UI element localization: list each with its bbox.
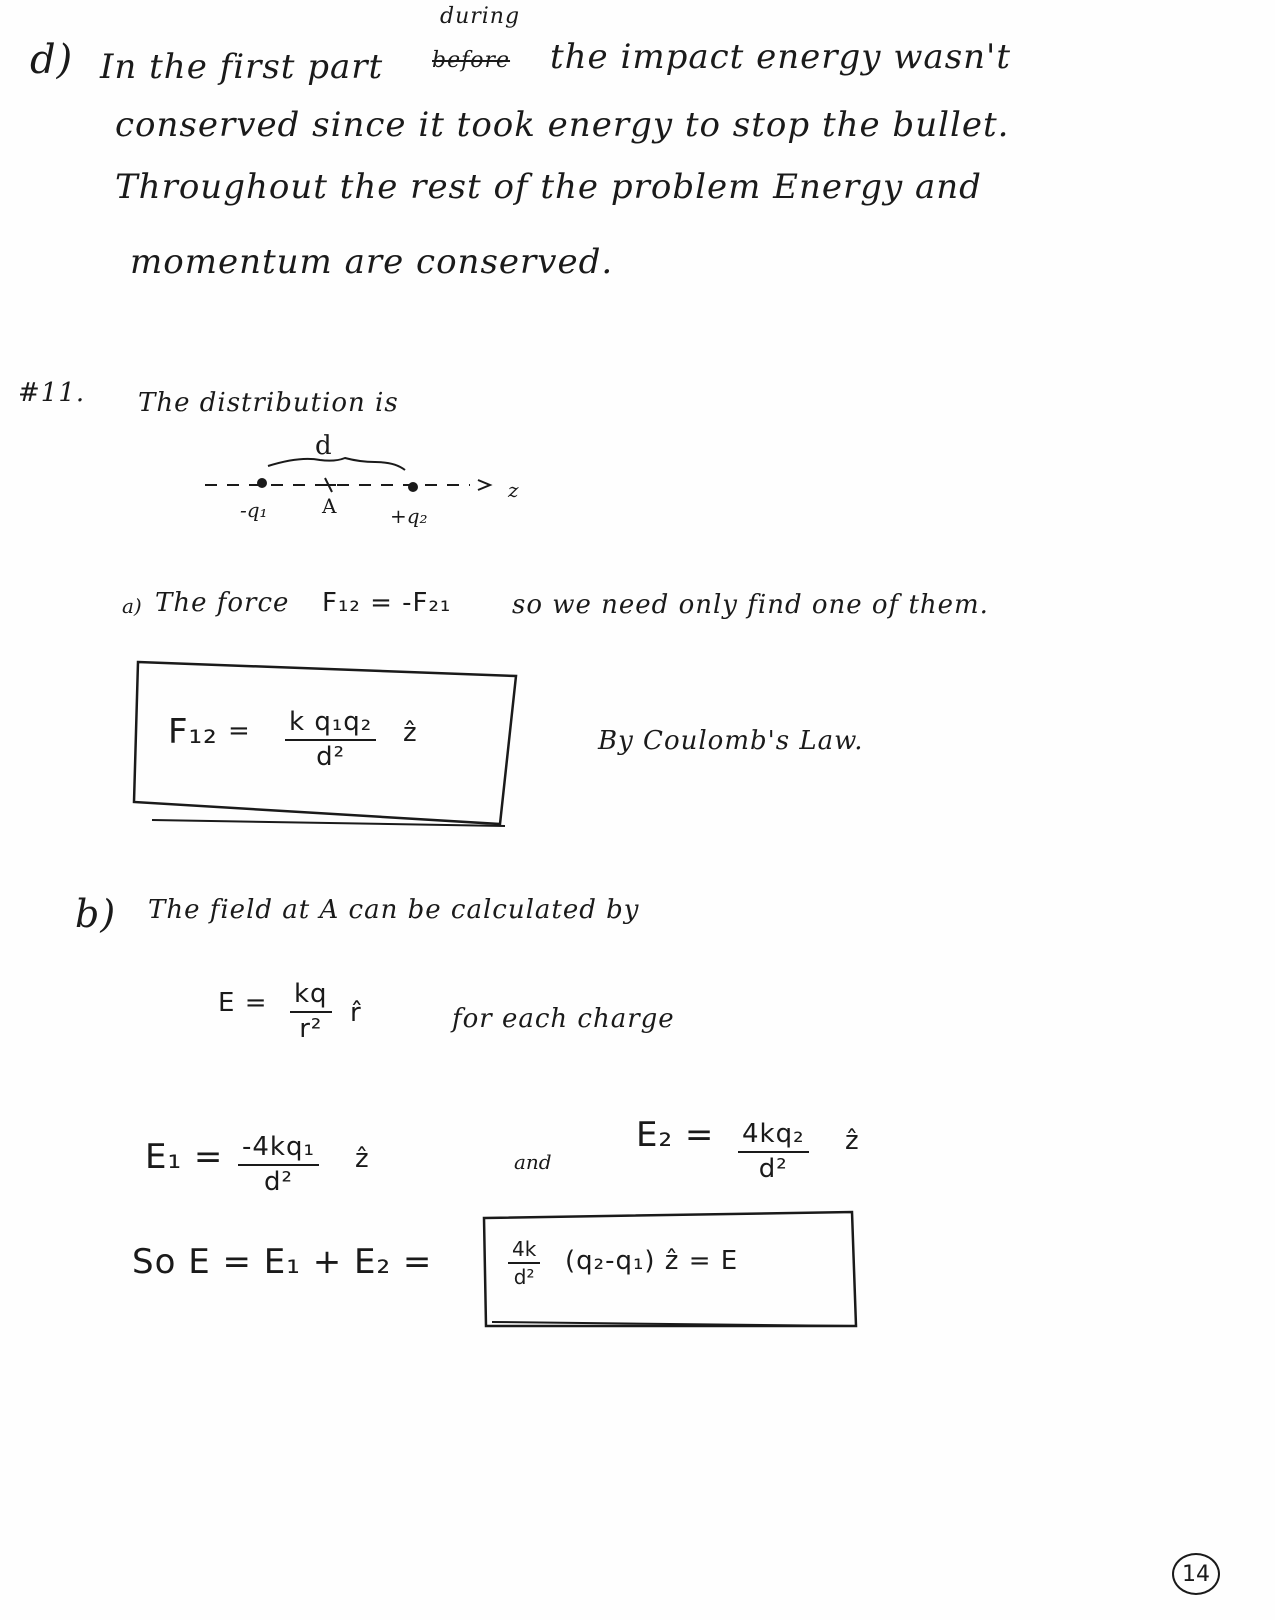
general-field-denominator: r² (299, 1013, 323, 1044)
e2-denominator: d² (758, 1153, 788, 1184)
inserted-word: during (440, 4, 521, 29)
part-a-text-after: so we need only find one of them. (512, 590, 989, 620)
charge-right-label: +q₂ (390, 504, 428, 528)
force-relation: F₁₂ = -F₂₁ (322, 588, 452, 618)
part-a-text-before: The force (155, 588, 290, 618)
general-field-lhs: E = (218, 988, 268, 1018)
e1-unit: ẑ (355, 1144, 370, 1174)
problem-intro: The distribution is (138, 388, 399, 418)
page-number: 14 (1182, 1561, 1210, 1587)
e1-lhs: E₁ = (145, 1137, 224, 1177)
point-a-label: A (322, 494, 337, 518)
part-d-line1-b: the impact energy wasn't (550, 37, 1012, 77)
axis-label: z (508, 478, 519, 502)
e2-unit: ẑ (845, 1126, 860, 1156)
distance-label: d (315, 431, 333, 461)
general-field-numerator: kq (290, 980, 332, 1013)
page-number-circle (1172, 1553, 1220, 1595)
part-b-intro: The field at A can be calculated by (148, 895, 640, 925)
coulomb-numerator: k q₁q₂ (285, 708, 376, 741)
part-a-label: a) (122, 594, 142, 618)
boxed-equals: = (228, 716, 251, 746)
part-d-line3: Throughout the rest of the problem Energy and (115, 167, 982, 207)
part-d-label: d) (30, 37, 74, 83)
e1-denominator: d² (263, 1166, 293, 1197)
part-b-label: b) (75, 892, 117, 936)
general-field-unit: r̂ (350, 998, 362, 1028)
coulomb-note: By Coulomb's Law. (598, 726, 864, 756)
part-d-line2: conserved since it took energy to stop the bullet. (115, 105, 1010, 145)
charge-left-label: -q₁ (240, 498, 268, 522)
boxed-unit-vector: ẑ (403, 718, 418, 748)
e1-numerator: -4kq₁ (238, 1133, 319, 1166)
struck-word: before (432, 48, 511, 73)
and-word: and (514, 1150, 552, 1174)
result-denominator: d² (513, 1265, 535, 1289)
general-field-note: for each charge (452, 1004, 675, 1034)
part-d-line4: momentum are conserved. (130, 242, 614, 282)
sum-lhs: So E = E₁ + E₂ = (132, 1242, 433, 1282)
problem-number: #11. (18, 378, 86, 408)
result-expression: (q₂-q₁) ẑ = E (565, 1246, 739, 1276)
part-d-line1-a: In the first part (100, 47, 384, 87)
result-numerator: 4k (508, 1238, 540, 1264)
e2-lhs: E₂ = (636, 1115, 715, 1155)
e2-numerator: 4kq₂ (738, 1120, 809, 1153)
boxed-force-lhs: F₁₂ (168, 712, 218, 752)
result-fraction (508, 1238, 540, 1288)
coulomb-denominator: d² (316, 741, 346, 772)
